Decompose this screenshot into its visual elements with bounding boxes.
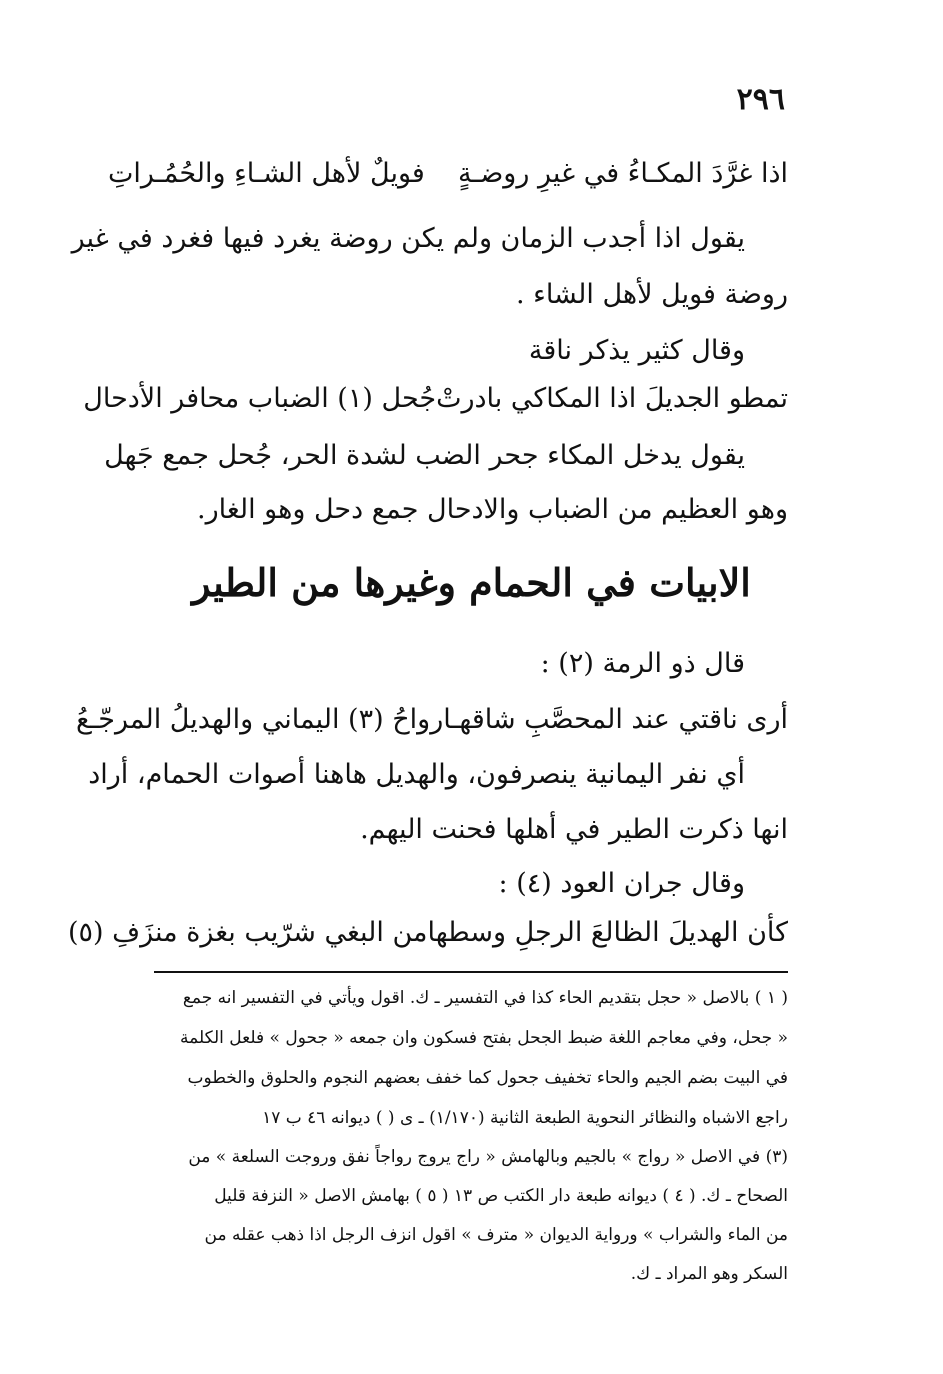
footnote-line: في البيت بضم الجيم والحاء تخفيف جحول كما خفف بعضهم النجوم والحلوق والخطوب	[187, 1068, 788, 1088]
footnote-divider	[154, 971, 788, 973]
verse-first-hemistich: تمطو الجديلَ اذا المكاكي بادرتْ	[436, 383, 788, 414]
verse-first-hemistich: اذا غرَّدَ المكـاءُ في غيرِ روضـةٍ	[457, 158, 788, 189]
prose-line: روضة فويل لأهل الشاء .	[515, 279, 788, 310]
verse-line	[76, 704, 788, 735]
prose-line: وهو العظيم من الضباب والادحال جمع دحل وهو الغار.	[196, 494, 788, 525]
verse-second-hemistich: رواحُ (٣) اليماني والهديلُ المرجّـعُ	[76, 704, 444, 735]
prose-line: وقال كثير يذكر ناقة	[528, 335, 745, 366]
prose-line: أي نفر اليمانية ينصرفون، والهديل هاهنا أصوات الحمام، أراد	[88, 759, 745, 790]
footnote-line: ( ١ ) بالاصل « حجل بتقديم الحاء كذا في التفسير ـ ك. اقول ويأتي في التفسير انه جمع	[182, 988, 788, 1008]
verse-first-hemistich: أرى ناقتي عند المحصَّبِ شاقهـا	[443, 704, 788, 735]
verse-second-hemistich: من البغي شرّيب بغزة منزَفِ (٥)	[67, 917, 428, 948]
footnote-line: من الماء والشراب » ورواية الديوان « مترف » اقول انزف الرجل اذا ذهب عقله من	[204, 1225, 788, 1245]
verse-line	[83, 383, 788, 414]
verse-second-hemistich: فويلٌ لأهل الشـاءِ والحُمُـراتِ	[108, 158, 425, 189]
verse-second-hemistich: جُحل (١) الضباب محافر الأدحال	[83, 383, 437, 414]
footnote-line: راجع الاشباه والنظائر النحوية الطبعة الثانية (١/١٧٠) ـ ى ( ) ديوانه ٤٦ ب ١٧	[262, 1108, 788, 1128]
prose-line: يقول يدخل المكاء جحر الضب لشدة الحر، جُحل جمع جَهل	[104, 440, 745, 471]
footnote-line: « جحل، وفي معاجم اللغة ضبط الجحل بفتح فسكون وان جمعه « جحول » فلعل الكلمة	[180, 1028, 788, 1048]
page-number: ٢٩٦	[736, 82, 785, 117]
footnote-line: الصحاح ـ ك. ( ٤ ) ديوانه طبعة دار الكتب ص ١٣ ( ٥ ) بهامش الاصل « النزفة قليل	[214, 1186, 788, 1206]
prose-line: انها ذكرت الطير في أهلها فحنت اليهم.	[360, 814, 788, 845]
prose-line: قال ذو الرمة (٢) :	[540, 648, 745, 679]
footnote-line: (٣) في الاصل « رواج » بالجيم وبالهامش « راج يروج رواجاً نفق وروجت السلعة » من	[188, 1147, 788, 1167]
section-heading: الابيات في الحمام وغيرها من الطير	[192, 560, 751, 605]
prose-line: وقال جران العود (٤) :	[498, 868, 745, 899]
verse-first-hemistich: كأن الهديلَ الظالعَ الرجلِ وسطها	[427, 917, 788, 948]
verse-line	[67, 917, 788, 948]
prose-line: يقول اذا أجدب الزمان ولم يكن روضة يغرد فيها فغرد في غير	[71, 223, 745, 254]
footnote-line: السكر وهو المراد ـ ك.	[630, 1264, 788, 1284]
verse-line	[108, 158, 788, 189]
